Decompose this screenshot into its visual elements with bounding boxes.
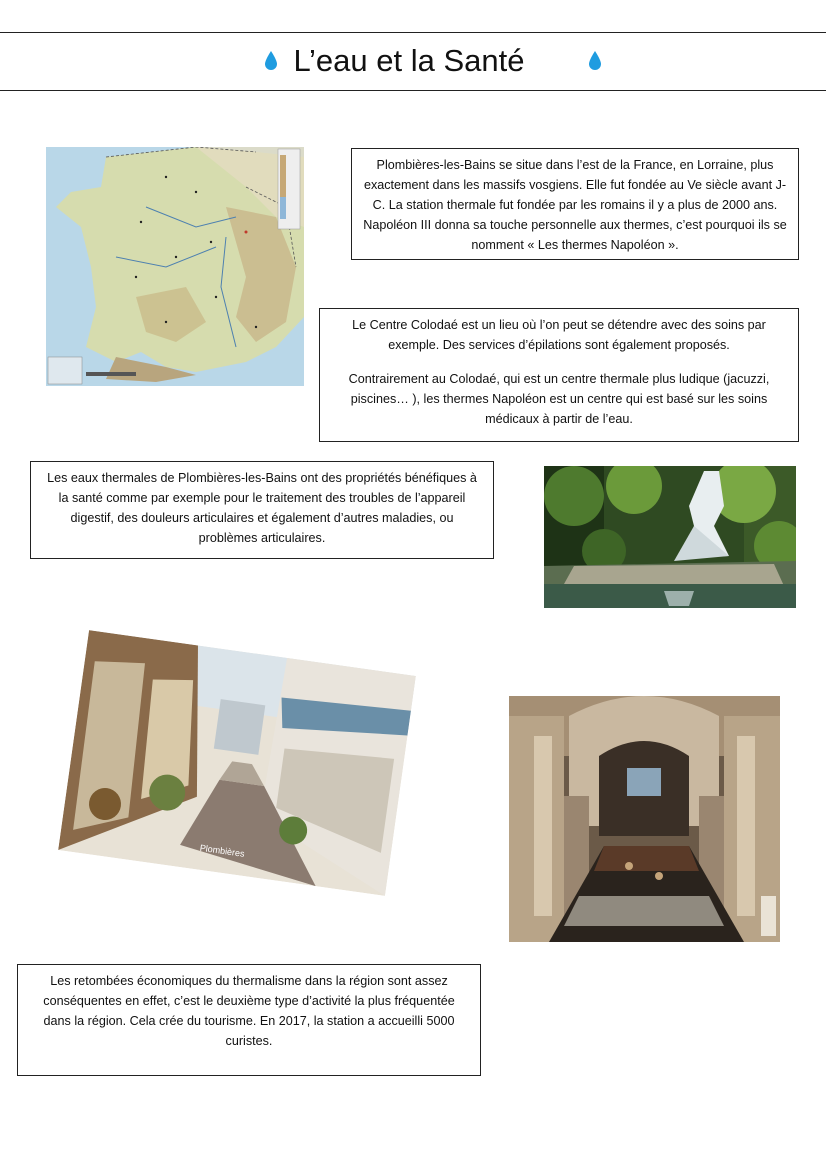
page-title-bar bbox=[0, 34, 826, 88]
waterfall-photo bbox=[544, 466, 796, 608]
location-paragraph: Plombières-les-Bains se situe dans l’est de la France, en Lorraine, plus exactement dans les massifs vosgiens. Elle fut fondée au Ve siècle avant J-C. La station thermale fut fondée par les romains il y a plus de 2000 ans. Napoléon III donna sa touche personnelle aux thermes, c’est pourquoi ils se nomment « Les thermes Napoléon ». bbox=[363, 158, 787, 252]
economy-paragraph: Les retombées économiques du thermalisme dans la région sont assez conséquentes en effet, c’est le deuxième type d’activité la plus fréquentée dans la région. Cela crée du tourisme. En 2017, la station a accueilli 5000 curistes. bbox=[43, 974, 455, 1048]
header-top-rule bbox=[0, 32, 826, 33]
health-paragraph: Les eaux thermales de Plombières-les-Bains ont des propriétés bénéfiques à la santé comme par exemple pour le traitement des troubles de l’appareil digestif, des douleurs articulaires et également d’autres maladies, ou problèmes articulaires. bbox=[47, 471, 477, 545]
colodae-paragraph-2: Contrairement au Colodaé, qui est un centre thermale plus ludique (jacuzzi, piscines… ), les thermes Napoléon est un centre qui est basé sur les soins médicaux à partir de l’eau. bbox=[348, 372, 770, 426]
economy-text-box bbox=[17, 964, 481, 1076]
street-photo-caption: Plombières bbox=[199, 842, 246, 859]
header-bottom-rule bbox=[0, 90, 826, 91]
colodae-paragraph-1: Le Centre Colodaé est un lieu où l’on peut se détendre avec des soins par exemple. Des services d’épilations sont également proposés. bbox=[352, 318, 766, 352]
colodae-text-box bbox=[319, 308, 799, 442]
health-text-box bbox=[30, 461, 494, 559]
france-map-image bbox=[46, 147, 304, 386]
street-photo bbox=[58, 630, 416, 896]
water-drop-icon bbox=[587, 50, 603, 72]
thermes-interior-photo bbox=[509, 696, 780, 942]
location-text-box bbox=[351, 148, 799, 260]
page-title: L’eau et la Santé bbox=[293, 43, 525, 78]
